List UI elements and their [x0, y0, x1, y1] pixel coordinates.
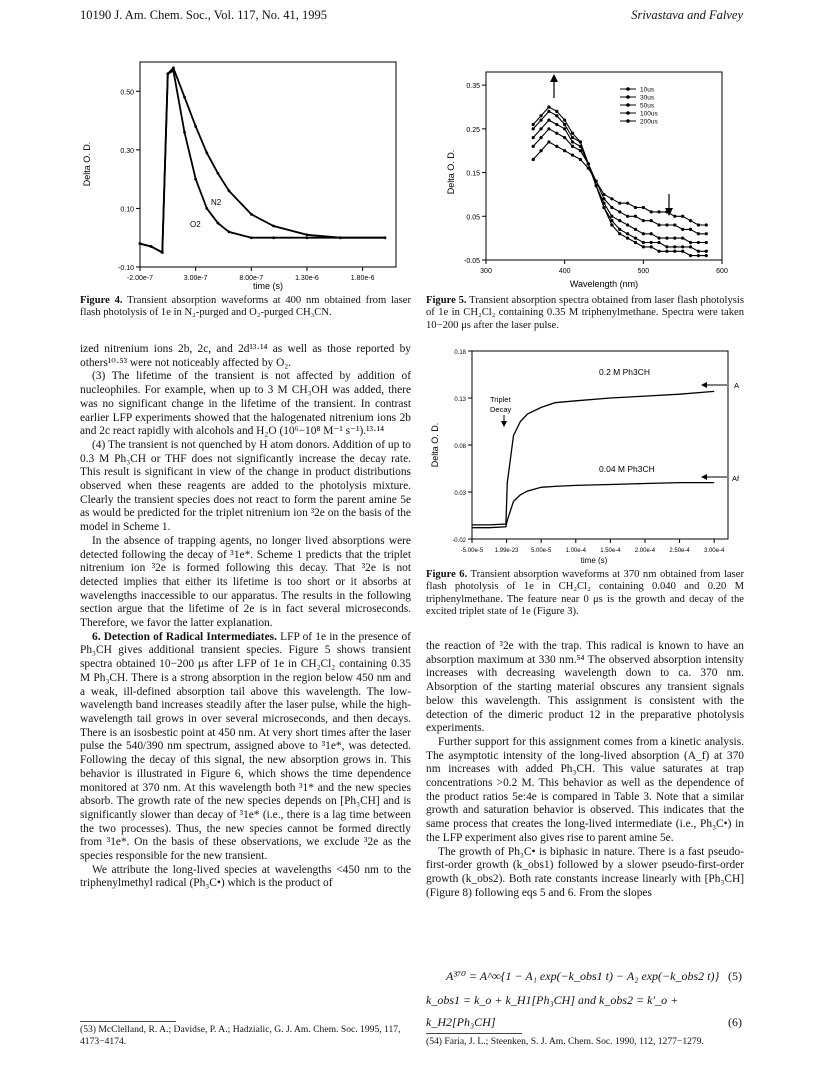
fig5-series-3-point	[555, 132, 558, 135]
fig6-ylabel: Delta O. D.	[430, 422, 440, 468]
fig6-series-1-line	[472, 483, 714, 528]
fig5-series-4-point	[587, 167, 590, 170]
fig5-series-2-point	[673, 237, 676, 240]
fig5-frame	[486, 72, 722, 260]
fig4-series-0-point	[306, 233, 309, 236]
fig5-series-2-point	[555, 123, 558, 126]
fig4-ytick-label: -0.10	[118, 265, 134, 272]
right-footnote-rule	[426, 1033, 522, 1034]
fig5-series-1-point	[563, 123, 566, 126]
fig4-caption-label: Figure 4.	[80, 295, 123, 306]
fig5-series-1-point	[555, 114, 558, 117]
fig5-legend-label: 10us	[640, 86, 655, 94]
right-column-body	[426, 640, 744, 900]
fig4-series-1-point	[139, 242, 142, 245]
fig5-legend-label: 50us	[640, 102, 655, 110]
fig5-series-2-point	[697, 241, 700, 244]
right-paragraph-3: The growth of Ph₃C• is biphasic in nature. There is a fast pseudo-first-order growth (k_obs1) followed by a slower pseudo-first-order growth (k_obs2). Both rate constants increase linearly with [Ph₃CH] (Figure 8) following eqs 5 and 6. From the slopes	[426, 845, 744, 899]
fig5-xtick-label: 500	[637, 268, 650, 275]
fig5-series-3-point	[642, 219, 645, 222]
fig4-series-1-point	[250, 236, 253, 239]
fig5-series-4-point	[657, 210, 660, 213]
fig6-arrow-a-head	[701, 382, 707, 388]
fig6-triplet-label-2: Decay	[490, 405, 512, 414]
fig5-series-0-point	[705, 254, 708, 257]
fig5-series-4-point	[626, 202, 629, 205]
fig4-series-0-point	[205, 151, 208, 154]
fig5-series-4-point	[610, 197, 613, 200]
fig5-series-3-point	[618, 210, 621, 213]
fig4-series-0-point	[272, 225, 275, 228]
fig5-series-4-point	[602, 193, 605, 196]
fig5-series-3-point	[579, 149, 582, 152]
fig4-series-0-line	[140, 68, 385, 253]
fig5-xtick-label: 600	[716, 268, 728, 275]
fig5-series-3-point	[697, 232, 700, 235]
equation-5-number: (5)	[728, 969, 742, 983]
fig5-arrow-up-head	[550, 74, 558, 82]
fig5-series-2-point	[634, 228, 637, 231]
fig4-series-1-point	[166, 72, 169, 75]
fig5-series-0-point	[555, 110, 558, 113]
fig4-ytick-label: 0.50	[120, 89, 134, 97]
fig5-series-3-point	[665, 223, 668, 226]
figure-5-chart	[424, 62, 744, 292]
fig4-frame	[140, 62, 396, 267]
fig6-ytick-label: 0.13	[454, 397, 466, 403]
fig4-xtick-label: 1.30e-6	[295, 275, 319, 282]
fig5-series-2-point	[665, 237, 668, 240]
fig4-xlabel: time (s)	[253, 281, 283, 291]
figure-6	[424, 345, 754, 567]
fig5-series-4-point	[681, 215, 684, 218]
fig5-series-4-point	[532, 158, 535, 161]
fig5-series-1-point	[673, 245, 676, 248]
right-paragraph-2: Further support for this assignment comes from a kinetic analysis. The asymptotic intensity of the long-lived absorption (A_f) at 370 nm increases with added Ph₃CH. This value saturates at trap concentrations >0.2 M. This behavior as well as the dependence of the product ratios 5e:4e is compared in Table 3. Note that a similar growth and saturation behavior is observed. This indicates that the same process that creates the long-lived intermediate (i.e., Ph₃C•) in the LFP experiment also gives rise to parent amine 5e.	[426, 735, 744, 844]
fig5-series-2-point	[705, 241, 708, 244]
fig5-series-2-point	[626, 223, 629, 226]
fig5-series-0-point	[539, 114, 542, 117]
right-paragraph-1: the reaction of ³2e with the trap. This radical is known to have an absorption maximum at 330 nm.⁵⁴ The observed absorption intensity increases with decreasing wavelength down to ca. 370 nm. Absorption of the starting material obscures any transient signals below this wavelength. This assignment is consistent with the detection of the dimeric product 12 in the preparative photolysis experiments.	[426, 640, 744, 735]
fig5-series-4-point	[705, 223, 708, 226]
fig5-series-4-point	[563, 149, 566, 152]
fig5-series-4-point	[547, 140, 550, 143]
fig6-label-af: Af	[732, 474, 740, 483]
running-header-right: Srivastava and Falvey	[631, 8, 743, 22]
fig5-series-1-point	[571, 136, 574, 139]
fig6-ytick-label: 0.18	[454, 350, 466, 356]
fig5-series-3-line	[533, 129, 706, 234]
fig5-series-3-point	[626, 215, 629, 218]
fig5-series-3-point	[634, 215, 637, 218]
fig5-series-4-point	[642, 206, 645, 209]
fig5-series-1-point	[532, 127, 535, 130]
fig5-xlabel: Wavelength (nm)	[569, 279, 639, 289]
fig4-series-1-point	[217, 222, 220, 225]
fig5-series-1-point	[665, 245, 668, 248]
left-paragraph-6: We attribute the long-lived species at wavelengths <450 nm to the triphenylmethyl radical (Ph₃C•) which is the product of	[80, 863, 411, 890]
fig5-series-3-point	[539, 136, 542, 139]
fig6-xtick-label: 1.99e-23	[494, 548, 519, 554]
fig5-ytick-label: 0.25	[466, 126, 480, 134]
fig5-series-0-point	[657, 250, 660, 253]
fig4-series-0-point	[194, 125, 197, 128]
fig5-series-0-point	[563, 118, 566, 121]
fig5-series-3-point	[587, 162, 590, 165]
fig5-series-0-point	[634, 241, 637, 244]
fig4-series-0-point	[250, 213, 253, 216]
fig4-caption-text: Transient absorption waveforms at 400 nm obtained from laser flash photolysis of 1e in N₂-purged and O₂-purged CH₃CN.	[80, 295, 411, 319]
fig5-series-2-point	[618, 219, 621, 222]
fig6-xtick-label: -5.00e-5	[460, 548, 484, 554]
fig5-series-0-point	[697, 254, 700, 257]
equation-5-row	[446, 965, 742, 987]
fig6-xtick-label: 1.50e-4	[600, 548, 621, 554]
fig5-ytick-label: 0.05	[466, 214, 480, 222]
fig4-xtick-label: 1.80e-6	[350, 275, 375, 282]
fig5-series-0-point	[571, 132, 574, 135]
fig5-series-0-point	[626, 237, 629, 240]
fig5-series-0-point	[618, 232, 621, 235]
fig4-series-1-point	[183, 131, 186, 134]
fig5-series-1-point	[689, 245, 692, 248]
fig5-series-1-point	[705, 250, 708, 253]
fig5-series-2-point	[602, 202, 605, 205]
equation-6-number: (6)	[728, 1015, 742, 1029]
fig5-series-2-point	[689, 241, 692, 244]
left-footnote: (53) McClelland, R. A.; Davidse, P. A.; Hadzialic, G. J. Am. Chem. Soc. 1995, 117, 4173−4174.	[80, 1024, 401, 1047]
fig5-ytick-label: -0.05	[464, 258, 480, 265]
fig5-series-1-point	[697, 250, 700, 253]
fig5-series-1-point	[650, 241, 653, 244]
fig5-series-3-point	[705, 232, 708, 235]
fig5-series-0-point	[673, 250, 676, 253]
fig5-series-1-point	[579, 140, 582, 143]
fig4-series-1-point	[161, 251, 164, 254]
fig4-xtick-label: -2.00e-7	[126, 275, 154, 282]
fig5-series-2-point	[657, 237, 660, 240]
fig6-ytick-label: 0.03	[454, 491, 466, 497]
fig5-series-2-point	[642, 232, 645, 235]
fig5-series-4-point	[689, 219, 692, 222]
fig6-triplet-arrow-head	[501, 421, 507, 427]
fig5-series-0-point	[610, 223, 613, 226]
fig5-legend-marker	[626, 95, 630, 99]
fig5-legend-label: 200us	[640, 118, 658, 126]
fig5-series-0-point	[642, 245, 645, 248]
fig5-legend-marker	[626, 103, 630, 107]
fig5-series-2-point	[610, 215, 613, 218]
fig5-series-1-point	[618, 228, 621, 231]
fig5-series-1-point	[681, 245, 684, 248]
fig5-ytick-label: 0.35	[466, 83, 480, 91]
figure-5-caption	[426, 295, 744, 332]
figure-6-caption	[426, 569, 744, 619]
left-footnote-rule	[80, 1021, 176, 1022]
fig5-series-4-point	[697, 223, 700, 226]
fig4-series-0-point	[217, 172, 220, 175]
fig5-caption-text: Transient absorption spectra obtained from laser flash photolysis of 1e in CH₂Cl₂ containing 0.35 M triphenylmethane. Spectra were taken 10−200 μs after the laser pulse.	[426, 295, 744, 331]
fig6-triplet-label-1: Triplet	[490, 395, 511, 404]
fig5-series-0-point	[689, 254, 692, 257]
fig6-arrow-af-head	[701, 474, 707, 480]
fig5-series-2-point	[579, 145, 582, 148]
fig5-series-1-point	[634, 237, 637, 240]
fig5-xtick-label: 400	[558, 268, 571, 275]
fig6-caption-text: Transient absorption waveforms at 370 nm obtained from laser flash photolysis of 1e in CH₂Cl₂ containing 0.040 and 0.20 M triphenylmethane. The feature near 0 μs is the growth and decay of the excited triplet state of 1e (Figure 3).	[426, 569, 744, 618]
fig5-legend-marker	[626, 119, 630, 123]
fig6-xlabel: time (s)	[580, 556, 608, 565]
fig4-xtick-label: 8.00e-7	[239, 275, 264, 282]
fig5-series-4-point	[579, 158, 582, 161]
fig4-label-o2: O2	[190, 220, 201, 229]
left-paragraph-3: (4) The transient is not quenched by H atom donors. Addition of up to 0.3 M Ph₃CH or THF does not significantly increase the decay rate. This result is significant in view of the change in product distributions observed when these reagents are added to the photolysis mixture. Clearly the transient species does not react to form the parent amine 5e as would be predicted for the triplet nitrenium ion ³2e on the basis of the model in Scheme 1.	[80, 438, 411, 534]
fig5-series-1-point	[642, 241, 645, 244]
fig5-series-4-point	[555, 145, 558, 148]
fig5-series-3-point	[547, 127, 550, 130]
fig6-xtick-label: 2.50e-4	[669, 548, 690, 554]
equation-6-row	[426, 989, 742, 1033]
fig5-series-2-point	[532, 136, 535, 139]
fig5-legend-marker	[626, 87, 630, 91]
fig5-series-3-point	[673, 223, 676, 226]
fig5-series-0-point	[547, 105, 550, 108]
fig5-series-2-point	[571, 140, 574, 143]
fig5-series-2-point	[563, 127, 566, 130]
fig6-xtick-label: 3.00e-4	[703, 548, 725, 554]
left-paragraph-5	[80, 631, 411, 864]
equation-6: k_obs1 = k_o + k_H1[Ph₃CH] and k_obs2 = k′_o + k_H2[Ph₃CH]	[426, 993, 679, 1029]
fig5-series-1-point	[610, 219, 613, 222]
fig4-ytick-label: 0.30	[120, 147, 134, 155]
fig4-series-1-point	[339, 236, 342, 239]
fig5-series-1-point	[547, 110, 550, 113]
left-paragraph-4: In the absence of trapping agents, no longer lived absorptions were detected following the decay of ³1e*. Scheme 1 predicts that the triplet nitrenium ion ³2e is formed following this decay. That ³2e is not detected implies that either its lifetime is too short or it absorbs at wavelengths inaccessible to our apparatus. The results in the following section argue that the lifetime of 2e is in fact several microseconds. Therefore, we favor the latter explanation.	[80, 534, 411, 630]
figure-4-chart	[78, 42, 408, 292]
fig4-series-1-point	[306, 236, 309, 239]
fig5-series-4-point	[665, 210, 668, 213]
fig5-series-4-point	[539, 149, 542, 152]
fig4-series-0-point	[228, 189, 231, 192]
fig5-caption-label: Figure 5.	[426, 295, 467, 306]
fig5-series-4-point	[650, 210, 653, 213]
fig5-series-3-point	[602, 197, 605, 200]
fig6-ytick-label: 0.08	[454, 444, 466, 450]
fig5-series-2-point	[681, 237, 684, 240]
fig6-label-a: A	[734, 381, 740, 390]
fig5-series-3-point	[657, 223, 660, 226]
fig6-caption-label: Figure 6.	[426, 569, 468, 580]
fig4-series-1-point	[150, 245, 153, 248]
fig5-series-1-point	[602, 206, 605, 209]
fig6-xtick-label: 5.00e-5	[531, 548, 552, 554]
fig4-series-1-point	[172, 69, 175, 72]
fig5-series-1-point	[626, 232, 629, 235]
fig5-series-4-point	[618, 202, 621, 205]
fig5-series-1-point	[539, 118, 542, 121]
fig5-xtick-label: 300	[480, 268, 492, 275]
figure-4	[78, 42, 408, 292]
fig4-xtick-label: 3.00e-7	[183, 275, 208, 282]
fig5-series-4-point	[634, 206, 637, 209]
figure-5	[424, 62, 744, 292]
fig4-series-0-point	[172, 66, 175, 69]
fig4-ytick-label: 0.10	[120, 206, 134, 214]
fig5-series-2-line	[533, 120, 706, 242]
figure-4-caption	[80, 295, 411, 320]
fig4-ylabel: Delta O. D.	[82, 141, 92, 187]
fig5-series-4-point	[673, 215, 676, 218]
fig5-series-0-point	[650, 245, 653, 248]
fig4-label-n2: N2	[211, 198, 222, 207]
fig6-xtick-label: 2.00e-4	[634, 548, 656, 554]
fig4-series-1-point	[383, 236, 386, 239]
fig5-series-0-point	[532, 123, 535, 126]
fig4-series-1-point	[194, 178, 197, 181]
equation-5: A³⁷⁰ = A^∞{1 − A₁ exp(−k_obs1 t) − A₂ exp(−k_obs2 t)}	[446, 969, 720, 983]
fig4-series-1-point	[272, 236, 275, 239]
fig6-label-top: 0.2 M Ph3CH	[599, 367, 651, 377]
fig5-series-4-point	[595, 180, 598, 183]
fig5-series-3-point	[563, 136, 566, 139]
fig5-series-2-point	[650, 232, 653, 235]
fig5-legend-label: 30us	[640, 94, 655, 102]
left-paragraph-5-text: LFP of 1e in the presence of Ph₃CH gives additional transient species. Figure 5 shows transient spectra obtained 10−200 μs after LFP of 1e in CH₂Cl₂ containing 0.35 M Ph₃CH. There is a strong absorption in the region below 450 nm and a weak, ill-defined absorption tail above this wavelength. The low-wavelength band increases steadily after the laser pulse, while the high-wavelength tail grows in over several microseconds, and then decays. There is an isosbestic point at 450 nm. At very short times after the laser pulse the 540/390 nm spectrum, assigned above to ³1e*, was detected. Following the decay of this signal, the new absorption grows in. This behavior is illustrated in Figure 6, which shows the time dependence monitored at 370 nm. At this wavelength both ³1* and the new species absorb. The growth rate of the new species depends on [Ph₃CH] and is significantly slower than decay of ³1e* (i.e., there is a lag time between the two processes). Thus, the new species cannot be formed directly from ³1e*. On the basis of these observations, we exclude ³2e as the species responsible for the new transient.	[80, 630, 411, 863]
fig5-series-3-point	[650, 219, 653, 222]
running-header-left: 10190 J. Am. Chem. Soc., Vol. 117, No. 41, 1995	[80, 8, 328, 22]
fig5-series-3-point	[532, 145, 535, 148]
fig5-series-3-point	[571, 145, 574, 148]
right-footnote: (54) Faria, J. L.; Steenken, S. J. Am. Chem. Soc. 1990, 112, 1277−1279.	[426, 1036, 704, 1047]
fig5-ytick-label: 0.15	[466, 170, 480, 178]
fig5-ylabel: Delta O. D.	[446, 149, 456, 195]
fig6-ytick-label: -0.02	[452, 538, 466, 544]
fig5-legend-marker	[626, 111, 630, 115]
fig5-series-0-point	[681, 250, 684, 253]
left-column-body	[80, 343, 411, 891]
fig6-label-bottom: 0.04 M Ph3CH	[599, 464, 655, 474]
fig4-series-1-point	[205, 207, 208, 210]
fig4-series-1-line	[140, 71, 385, 253]
fig5-series-2-point	[547, 118, 550, 121]
fig5-series-2-point	[539, 127, 542, 130]
fig4-series-0-point	[183, 96, 186, 99]
fig5-series-3-point	[681, 228, 684, 231]
fig5-legend-label: 100us	[640, 110, 658, 118]
fig5-series-3-point	[689, 228, 692, 231]
fig5-series-0-point	[665, 250, 668, 253]
fig5-series-3-point	[610, 206, 613, 209]
fig6-xtick-label: 1.00e-4	[565, 548, 586, 554]
section-6-title: 6. Detection of Radical Intermediates.	[92, 630, 277, 643]
fig5-series-4-point	[571, 153, 574, 156]
fig4-series-1-point	[228, 230, 231, 233]
figure-6-chart	[424, 345, 754, 567]
left-paragraph-2: (3) The lifetime of the transient is not affected by addition of nucleophiles. For example, when up to 3 M CH₃OH was added, there was no significant change in the lifetime of the transient. In contrast earlier LFP experiments showed that the halogenated nitrenium ions 2b and 2c react rapidly with alcohols and H₂O (10⁶−10⁸ M⁻¹ s⁻¹).¹³·¹⁴	[80, 370, 411, 438]
left-paragraph-1: ized nitrenium ions 2b, 2c, and 2d¹³·¹⁴ as well as those reported by others¹⁰·⁵³ were not noticeably affected by O₂.	[80, 343, 411, 369]
fig5-series-1-point	[657, 241, 660, 244]
